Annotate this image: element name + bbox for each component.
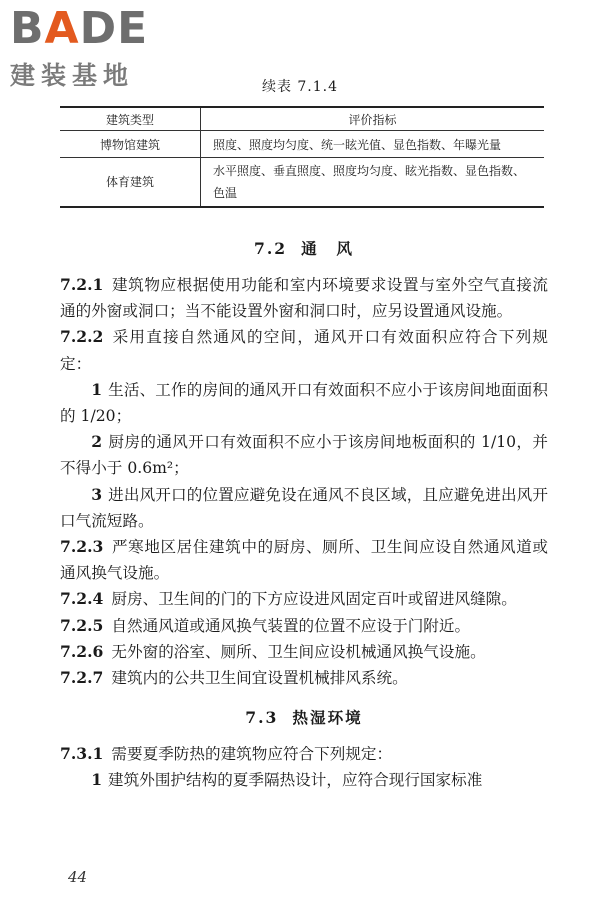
- table-header-row: [60, 107, 544, 131]
- clause-7-2-2-item-1: 1 生活、工作的房间的通风开口有效面积不应小于该房间地面面积的 1/20；: [60, 379, 548, 426]
- clause-7-2-3: 7.2.3 严寒地区居住建筑中的厨房、厕所、卫生间应设自然通风道或通风换气设施。: [60, 537, 548, 583]
- cell-type: 体育建筑: [60, 158, 201, 208]
- clause-7-2-2-item-3: 3 进出风开口的位置应避免设在通风不良区域，且应避免进出风开口气流短路。: [60, 484, 548, 530]
- clause-7-2-4: 7.2.4 厨房、卫生间的门的下方应设进风固定百叶或留进风缝隙。: [60, 589, 517, 609]
- logo-wordmark: BADE: [10, 3, 149, 54]
- section-heading-7-2: 7.2 通 风: [254, 239, 354, 258]
- table-row: [60, 158, 544, 208]
- header-indicators: 评价指标: [201, 107, 545, 131]
- clause-7-2-1: 7.2.1 建筑物应根据使用功能和室内环境要求设置与室外空气直接流通的外窗或洞口；当不能设置外窗和洞口时，应另设置通风设施。: [60, 275, 548, 321]
- page-number: 44: [68, 868, 88, 886]
- section-heading-7-3: 7.3 热湿环境: [245, 708, 363, 728]
- cell-indicators: 照度、照度均匀度、统一眩光值、显色指数、年曝光量: [201, 131, 545, 158]
- table-row: [60, 131, 544, 158]
- clause-7-2-6: 7.2.6 无外窗的浴室、厕所、卫生间应设机械通风换气设施。: [60, 641, 486, 661]
- clause-7-2-2-item-2: 2 厨房的通风开口有效面积不应小于该房间地板面积的 1/10，并不得小于 0.6m²；: [60, 432, 548, 478]
- evaluation-table: [60, 106, 544, 208]
- logo-subtitle: 建装基地: [10, 61, 135, 90]
- table-caption: 续表 7.1.4: [261, 79, 339, 95]
- clause-7-2-7: 7.2.7 建筑内的公共卫生间宜设置机械排风系统。: [60, 668, 408, 688]
- cell-type: 博物馆建筑: [60, 131, 201, 158]
- cell-indicators: 水平照度、垂直照度、照度均匀度、眩光指数、显色指数、色温: [201, 158, 545, 208]
- document-body: [60, 236, 548, 794]
- header-building-type: 建筑类型: [60, 107, 201, 131]
- clause-7-3-1-item-1: 1 建筑外围护结构的夏季隔热设计，应符合现行国家标准: [91, 770, 483, 790]
- clause-7-2-5: 7.2.5 自然通风道或通风换气装置的位置不应设于门附近。: [60, 615, 471, 635]
- clause-7-2-2: 7.2.2 采用直接自然通风的空间，通风开口有效面积应符合下列规定：: [60, 327, 548, 373]
- clause-7-3-1: 7.3.1 需要夏季防热的建筑物应符合下列规定：: [60, 744, 393, 764]
